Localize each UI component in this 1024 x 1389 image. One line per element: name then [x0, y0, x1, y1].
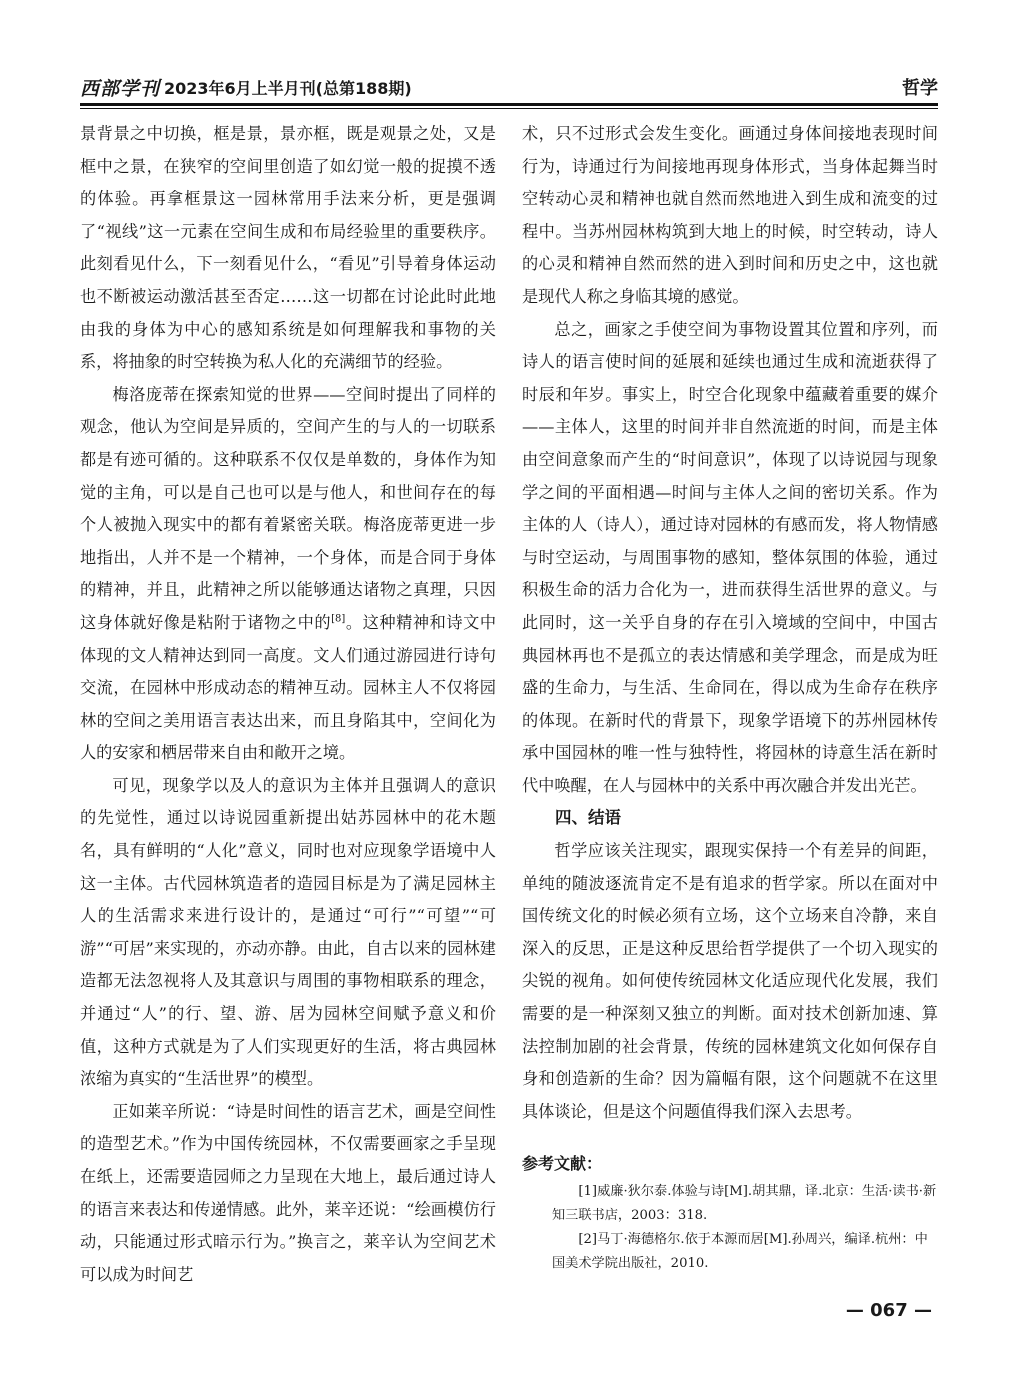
issue-info: 2023年6月上半月刊(总第188期): [164, 78, 412, 98]
paragraph: 景背景之中切换，框是景，景亦框，既是观景之处，又是框中之景，在狭窄的空间里创造了如幻觉一般的捉摸不透的体验。再拿框景这一园林常用手法来分析，更是强调了“视线”这一元素在空间生成和布局经验里的重要秩序。此刻看见什么，下一刻看见什么，“看见”引导着身体运动也不断被运动激活甚至否定……这一切都在讨论此时此地由我的身体为中心的感知系统是如何理解我和事物的关系，将抽象的时空转换为私人化的充满细节的经验。: [80, 124, 496, 372]
header-left: [80, 74, 412, 101]
header-rule-thick: [80, 103, 938, 106]
running-header: [80, 72, 938, 102]
left-column: [80, 118, 496, 1291]
paragraph-text: 梅洛庞蒂在探索知觉的世界——空间时提出了同样的观念，他认为空间是异质的，空间产生的与人的一切联系都是有迹可循的。这种联系不仅仅是单数的，身体作为知觉的主角，可以是自己也可以是与他人，和世间存在的每个人被抛入现实中的都有着紧密关联。梅洛庞蒂更进一步地指出，人并不是一个精神，一个身体，而是合同于身体的精神，并且，此精神之所以能够通达诸物之真理，只因这身体就好像是粘附于诸物之中的: [80, 384, 496, 632]
reference-item: [1]威廉·狄尔泰.体验与诗[M].胡其鼎，译.北京：生活·读书·新知三联书店，2003：318.: [552, 1184, 937, 1224]
reference-item: [2]马丁·海德格尔.依于本源而居[M].孙周兴，编译.杭州：中国美术学院出版社，2010.: [552, 1232, 928, 1272]
paragraph: 正如莱辛所说：“诗是时间性的语言艺术，画是空间性的造型艺术。”作为中国传统园林，不仅需要画家之手呈现在纸上，还需要造园师之力呈现在大地上，最后通过诗人的语言来表达和传递情感。此外，莱辛还说：“绘画模仿行动，只能通过形式暗示行为。”换言之，莱辛认为空间艺术可以成为时间艺: [80, 1101, 496, 1284]
section-heading: 四、结语: [555, 808, 621, 828]
citation-marker: [8]: [331, 613, 346, 625]
paragraph-text: 。这种精神和诗文中体现的文人精神达到同一高度。文人们通过游园进行诗句交流，在园林中形成动态的精神互动。园林主人不仅将园林的空间之美用语言表达出来，而且身陷其中，空间化为人的安家和栖居带来自由和敞开之境。: [80, 612, 497, 763]
right-column: [522, 118, 938, 1276]
section-name: 哲学: [902, 78, 938, 99]
paragraph: 哲学应该关注现实，跟现实保持一个有差异的间距，单纯的随波逐流肯定不是有追求的哲学家。所以在面对中国传统文化的时候必须有立场，这个立场来自冷静，来自深入的反思，正是这种反思给哲学提供了一个切入现实的尖锐的视角。如何使传统园林文化适应现代化发展，我们需要的是一种深刻又独立的判断。面对技术创新加速、算法控制加剧的社会背景，传统的园林建筑文化如何保存自身和创造新的生命？因为篇幅有限，这个问题就不在这里具体谈论，但是这个问题值得我们深入去思考。: [522, 841, 938, 1121]
journal-masthead: 西部学刊: [80, 77, 161, 100]
paragraph: 总之，画家之手使空间为事物设置其位置和序列，而诗人的语言使时间的延展和延续也通过生成和流逝获得了时辰和年岁。事实上，时空合化现象中蕴藏着重要的媒介——主体人，这里的时间并非自然流逝的时间，而是主体由空间意象而产生的“时间意识”，体现了以诗说园与现象学之间的平面相遇—时间与主体人之间的密切关系。作为主体的人（诗人），通过诗对园林的有感而发，将人物情感与时空运动，与周围事物的感知，整体氛围的体验，通过积极生命的活力合化为一，进而获得生活世界的意义。与此同时，这一关乎自身的存在引入境域的空间中，中国古典园林再也不是孤立的表达情感和美学理念，而是成为旺盛的生命力，与生活、生命同在，得以成为生命存在秩序的体现。在新时代的背景下，现象学语境下的苏州园林传承中国园林的唯一性与独特性，将园林的诗意生活在新时代中唤醒，在人与园林中的关系中再次融合并发出光芒。: [522, 319, 938, 795]
paragraph: 术，只不过形式会发生变化。画通过身体间接地表现时间行为，诗通过行为间接地再现身体形式，当身体起舞当时空转动心灵和精神也就自然而然地进入到生成和流变的过程中。当苏州园林构筑到大地上的时候，时空转动，诗人的心灵和精神自然而然的进入到时间和历史之中，这也就是现代人称之身临其境的感觉。: [522, 124, 938, 306]
header-rule-thin: [80, 108, 938, 109]
paragraph: 可见，现象学以及人的意识为主体并且强调人的意识的先觉性，通过以诗说园重新提出姑苏园林中的花木题名，具有鲜明的“人化”意义，同时也对应现象学语境中人这一主体。古代园林筑造者的造园目标是为了满足园林主人的生活需求来进行设计的，是通过“可行”“可望”“可游”“可居”来实现的，亦动亦静。由此，自古以来的园林建造都无法忽视将人及其意识与周围的事物相联系的理念，并通过“人”的行、望、游、居为园林空间赋予意义和价值，这种方式就是为了人们实现更好的生活，将古典园林浓缩为真实的“生活世界”的模型。: [80, 775, 496, 1089]
page-number: — 067 —: [845, 1300, 932, 1321]
references-title: 参考文献：: [522, 1154, 603, 1174]
paragraph: [80, 379, 496, 770]
